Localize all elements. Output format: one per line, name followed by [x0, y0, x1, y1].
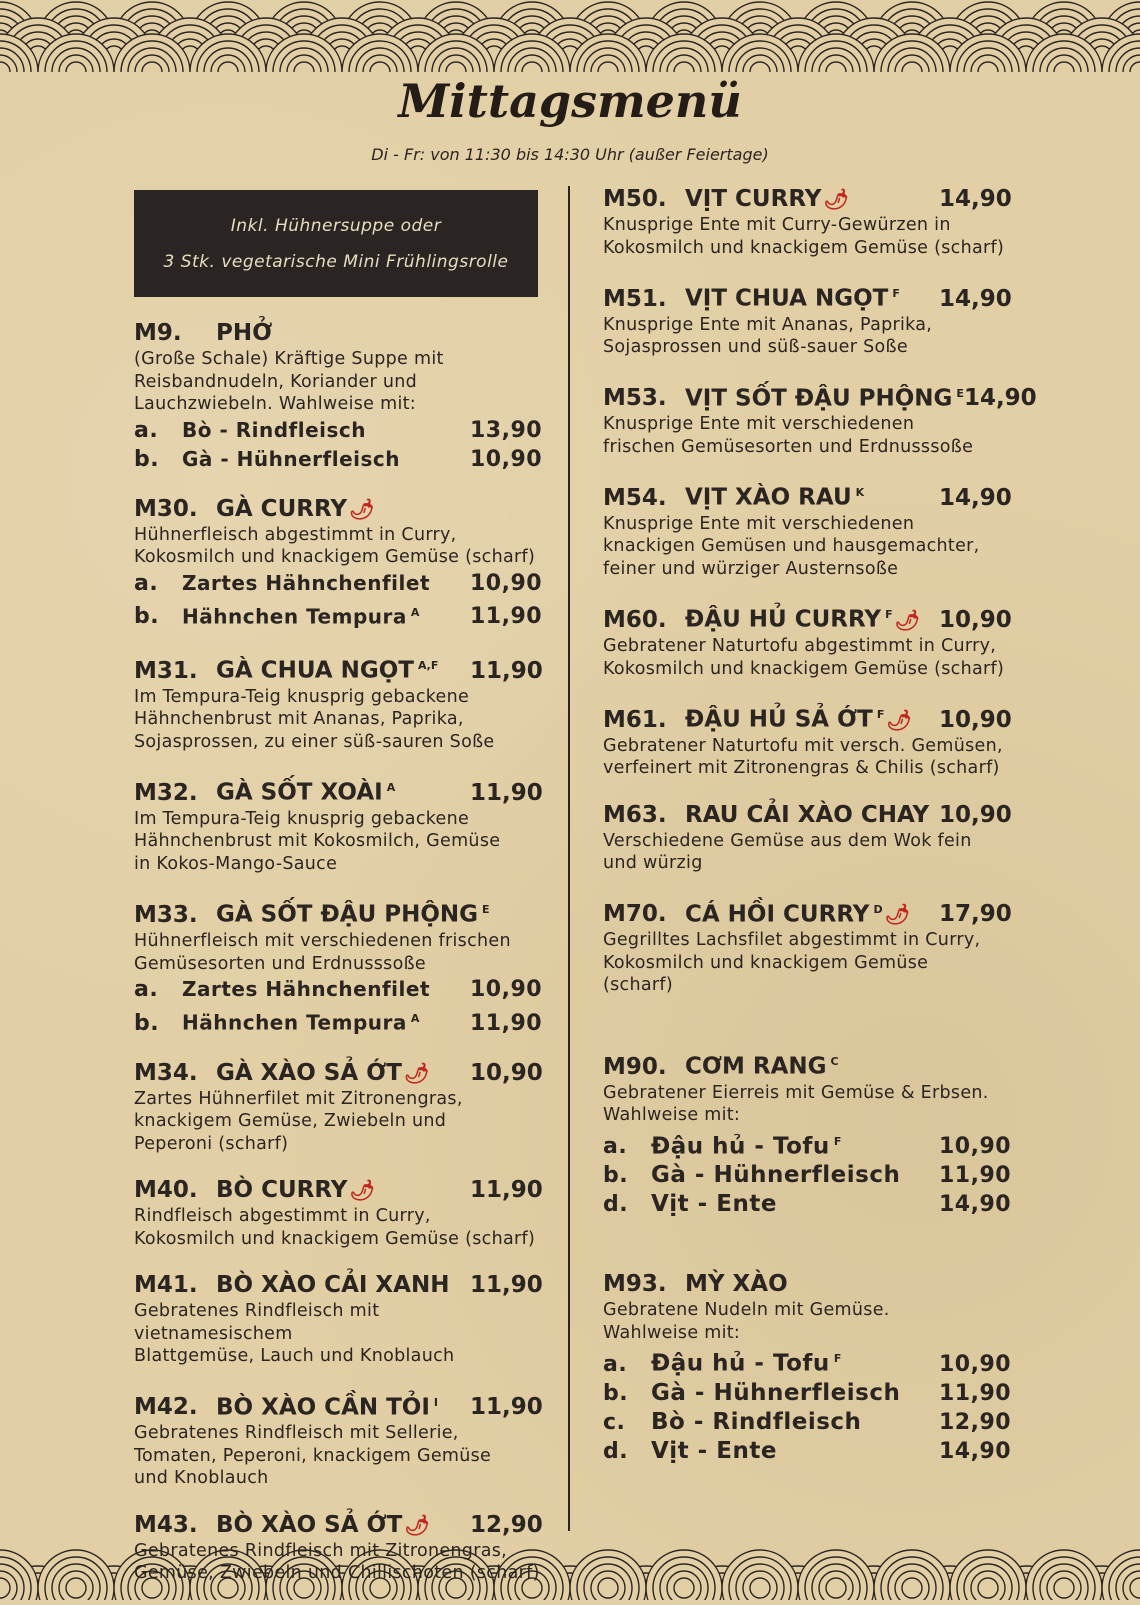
item-description-line: in Kokos-Mango-Sauce — [134, 853, 338, 874]
menu-item — [603, 279, 1012, 359]
item-description-line: Tomaten, Peperoni, knackigem Gemüse — [134, 1445, 492, 1466]
option-price: 10,90 — [939, 1351, 1012, 1377]
item-code: M43. — [134, 1511, 198, 1538]
menu-item — [134, 494, 543, 632]
item-price: 11,90 — [470, 1272, 543, 1299]
item-description-line: Kokosmilch und knackigem Gemüse — [603, 952, 929, 973]
chili-pepper-icon: 🌶 — [349, 1178, 375, 1203]
item-description-line: Gebratene Nudeln mit Gemüse. — [603, 1300, 890, 1321]
allergen-marker: F — [885, 608, 893, 622]
allergen-marker: I — [433, 1395, 439, 1409]
option-name — [182, 1004, 470, 1038]
item-name — [216, 494, 470, 524]
item-name — [685, 478, 939, 513]
item-code: M53. — [603, 385, 667, 412]
option-price: 10,90 — [470, 446, 543, 472]
item-name-text: VỊT CHUA NGỌT — [685, 285, 889, 312]
item-description-line: Zartes Hühnerfilet mit Zitronengras, — [134, 1088, 463, 1109]
menu-item — [603, 895, 1012, 997]
menu-item-header — [134, 773, 543, 808]
item-name-text: GÀ SỐT ĐẬU PHỘNG — [216, 902, 479, 929]
item-description-line: Knusprige Ente mit verschiedenen — [603, 414, 915, 435]
item-price: 11,90 — [470, 1177, 543, 1204]
item-description-line: und Knoblauch — [134, 1468, 269, 1489]
allergen-marker: E — [956, 386, 964, 400]
chili-pepper-icon: 🌶 — [884, 902, 910, 927]
item-name-text: CÁ HỒI CURRY — [685, 901, 870, 928]
item-name-text: CƠM RANG — [685, 1053, 827, 1080]
menu-item — [603, 700, 1012, 780]
menu-item — [134, 1510, 543, 1585]
option-row — [603, 1344, 1012, 1379]
item-name — [685, 700, 939, 735]
item-price: 14,90 — [963, 385, 1037, 412]
item-name-text: GÀ SỐT XOÀI — [216, 779, 383, 806]
item-description-line: (Große Schale) Kräftige Suppe mit — [134, 349, 444, 369]
option-letter: c. — [603, 1409, 626, 1435]
item-description-line: Gebratenes Rindfleisch mit Zitronengras, — [134, 1540, 508, 1561]
opening-hours: Di - Fr: von 11:30 bis 14:30 Uhr (außer Feiertage) — [371, 145, 769, 164]
chili-pepper-icon: 🌶 — [886, 707, 912, 732]
option-price: 12,90 — [939, 1409, 1012, 1435]
item-name-text: ĐẬU HỦ SẢ ỚT — [685, 706, 873, 733]
option-letter: d. — [603, 1438, 629, 1464]
item-name-text: VỊT SỐT ĐẬU PHỘNG — [685, 385, 953, 412]
option-price: 10,90 — [939, 1134, 1012, 1160]
item-code: M33. — [134, 902, 198, 929]
item-name-text: VỊT CURRY — [685, 186, 822, 212]
option-name — [182, 975, 470, 1004]
item-name-text: GÀ CURRY — [216, 495, 348, 522]
item-description-line: Kokosmilch und knackigem Gemüse (scharf) — [134, 1228, 536, 1249]
item-price: 12,90 — [470, 1511, 543, 1538]
item-name — [685, 184, 939, 214]
allergen-marker: C — [830, 1054, 839, 1068]
allergen-marker: E — [482, 903, 490, 917]
option-letter: b. — [603, 1380, 629, 1406]
option-letter: a. — [603, 1351, 628, 1377]
menu-item — [603, 1269, 1012, 1466]
item-code: M60. — [603, 607, 667, 634]
option-name — [182, 569, 470, 598]
menu-item — [603, 1047, 1012, 1219]
item-name-text: GÀ CHUA NGỌT — [216, 657, 414, 684]
allergen-marker: A,F — [417, 659, 439, 673]
top-wave-border — [0, 0, 1140, 72]
option-name-text: Gà - Hühnerfleisch — [651, 1162, 901, 1189]
item-name — [216, 1270, 470, 1300]
item-name-text: ĐẬU HỦ CURRY — [685, 607, 882, 634]
option-name — [651, 1379, 939, 1408]
option-letter: b. — [603, 1163, 629, 1189]
item-name-text: VỊT XÀO RAU — [685, 484, 852, 511]
allergen-marker: K — [855, 486, 865, 500]
menu-item — [134, 651, 543, 753]
menu-item-header — [603, 1047, 1009, 1082]
item-description-line: Gebratenes Rindfleisch mit Sellerie, — [134, 1423, 459, 1444]
option-price: 11,90 — [470, 604, 543, 630]
option-price: 11,90 — [470, 1010, 543, 1036]
option-name — [651, 1437, 939, 1466]
option-row — [134, 416, 543, 445]
item-price: 14,90 — [939, 186, 1012, 212]
option-price: 11,90 — [939, 1380, 1012, 1406]
option-name-text: Vịt - Ente — [651, 1437, 777, 1464]
item-name — [685, 600, 939, 635]
item-code: M70. — [603, 901, 667, 928]
item-description-line: Gebratener Naturtofu mit versch. Gemüsen, — [603, 735, 1003, 756]
item-name-text: PHỞ — [216, 320, 273, 346]
page-title: Mittagsmenü — [398, 74, 742, 128]
item-description-line: und würzig — [603, 853, 703, 874]
item-code: M61. — [603, 706, 667, 733]
allergen-marker: A — [386, 781, 396, 795]
item-price: 10,90 — [939, 801, 1012, 828]
option-name-text: Vịt - Ente — [651, 1191, 777, 1218]
item-description-line: Verschiedene Gemüse aus dem Wok fein — [603, 830, 972, 851]
option-letter: a. — [134, 570, 159, 596]
item-code: M41. — [134, 1272, 198, 1299]
item-price: 10,90 — [939, 607, 1012, 634]
option-letter: b. — [134, 1010, 160, 1036]
option-row — [134, 598, 543, 632]
option-name-text: Hähnchen Tempura — [182, 604, 407, 629]
item-description-line: Gemüsesorten und Erdnusssoße — [134, 953, 426, 974]
menu-item-header — [134, 318, 540, 348]
allergen-marker: A — [410, 1012, 420, 1026]
menu-item — [603, 379, 1037, 459]
item-description-line: (scharf) — [603, 975, 673, 996]
menu-item-header — [603, 1269, 1009, 1299]
item-code: M93. — [603, 1271, 667, 1298]
option-row — [603, 1161, 1012, 1190]
option-price: 14,90 — [939, 1192, 1012, 1218]
item-price: 11,90 — [470, 1394, 543, 1421]
chili-pepper-icon: 🌶 — [823, 187, 849, 211]
menu-item — [134, 1175, 543, 1250]
option-price: 14,90 — [939, 1438, 1012, 1464]
item-code: M42. — [134, 1394, 198, 1421]
item-name-text: BÒ XÀO SẢ ỚT — [216, 1511, 403, 1538]
item-description-line: Sojasprossen und süß-sauer Soße — [603, 337, 908, 358]
option-name — [651, 1408, 939, 1437]
menu-column-right — [603, 184, 1037, 1486]
item-name — [685, 1047, 939, 1082]
option-row — [603, 1127, 1012, 1162]
option-letter: a. — [603, 1134, 628, 1160]
menu-item — [134, 1270, 543, 1368]
item-description-line: Sojasprossen, zu einer süß-sauren Soße — [134, 731, 495, 752]
item-name — [685, 800, 939, 830]
item-price: 17,90 — [939, 901, 1012, 928]
option-name-text: Gà - Hühnerfleisch — [651, 1379, 901, 1406]
item-description-line: Knusprige Ente mit Curry-Gewürzen in — [603, 215, 951, 235]
chili-pepper-icon: 🌶 — [349, 496, 375, 521]
menu-item-header — [603, 895, 1012, 930]
option-name — [651, 1161, 939, 1190]
item-name — [685, 895, 939, 930]
item-description-line: Hühnerfleisch mit verschiedenen frischen — [134, 931, 511, 952]
item-code: M30. — [134, 495, 198, 522]
allergen-marker: F — [833, 1134, 842, 1148]
menu-item — [603, 478, 1012, 580]
item-description-line: Kokosmilch und knackigem Gemüse (scharf) — [603, 658, 1005, 679]
option-name — [182, 445, 470, 474]
menu-item-header — [603, 700, 1012, 735]
menu-item-header — [603, 379, 1037, 414]
item-code: M31. — [134, 657, 198, 684]
section-gap — [603, 1239, 1009, 1269]
allergen-marker: F — [876, 708, 885, 722]
allergen-marker: A — [410, 605, 420, 619]
allergen-marker: F — [892, 287, 900, 300]
option-name — [182, 416, 470, 445]
option-name-text: Zartes Hähnchenfilet — [182, 977, 430, 1002]
item-code: M9. — [134, 320, 182, 346]
item-description-line: Knusprige Ente mit Ananas, Paprika, — [603, 314, 933, 335]
menu-item-header — [603, 184, 1012, 214]
item-name — [216, 773, 470, 808]
item-description-line: Blattgemüse, Lauch und Knoblauch — [134, 1346, 455, 1367]
option-row — [603, 1437, 1012, 1466]
item-description-line: Gebratener Eierreis mit Gemüse & Erbsen. — [603, 1082, 989, 1103]
item-description-line: Gebratener Naturtofu abgestimmt in Curry, — [603, 636, 997, 657]
item-description-line: Reisbandnudeln, Koriander und — [134, 371, 418, 392]
option-row — [134, 1004, 543, 1038]
menu-item-header — [603, 279, 1012, 314]
item-description-line: frischen Gemüsesorten und Erdnusssoße — [603, 436, 974, 457]
option-letter: b. — [134, 446, 160, 472]
item-code: M63. — [603, 801, 667, 828]
item-code: M54. — [603, 484, 667, 511]
option-name-text: Hähnchen Tempura — [182, 1010, 407, 1035]
section-gap — [603, 1017, 1009, 1047]
menu-item — [603, 800, 1012, 875]
item-name-text: BÒ CURRY — [216, 1177, 348, 1204]
option-name-text: Đậu hủ - Tofu — [651, 1350, 830, 1377]
menu-item — [134, 1058, 543, 1156]
chili-pepper-icon: 🌶 — [403, 1060, 430, 1085]
item-name-text: RAU CẢI XÀO CHAY — [685, 801, 930, 828]
item-price: 10,90 — [939, 706, 1012, 733]
item-description-line: Kokosmilch und knackigem Gemüse (scharf) — [603, 237, 1005, 258]
menu-item-header — [603, 800, 1012, 830]
item-code: M50. — [603, 186, 667, 212]
item-description-line: Kokosmilch und knackigem Gemüse (scharf) — [134, 547, 536, 567]
menu-item — [603, 184, 1012, 259]
item-price: 14,90 — [939, 484, 1012, 511]
option-price: 13,90 — [470, 417, 543, 443]
menu-item-header — [603, 478, 1012, 513]
option-row — [134, 569, 543, 598]
item-description-line: Hähnchenbrust mit Ananas, Paprika, — [134, 709, 464, 730]
item-description-line: Wahlweise mit: — [603, 1105, 741, 1126]
menu-item-header — [134, 1270, 543, 1300]
chili-pepper-icon: 🌶 — [404, 1512, 430, 1537]
option-name-text: Bò - Rindfleisch — [651, 1408, 862, 1435]
menu-item-header — [134, 1510, 543, 1540]
item-code: M90. — [603, 1053, 667, 1080]
option-name — [651, 1344, 939, 1379]
item-name — [216, 1510, 470, 1540]
option-name — [651, 1190, 939, 1219]
item-description-line: Gebratenes Rindfleisch mit vietnamesischem — [134, 1301, 380, 1344]
menu-item — [134, 895, 543, 1037]
item-description-line: Gegrilltes Lachsfilet abgestimmt in Curry, — [603, 930, 981, 951]
included-line-2: 3 Stk. vegetarische Mini Frühlingsrolle — [163, 251, 509, 272]
option-letter: a. — [134, 977, 159, 1003]
menu-item-header — [134, 651, 543, 686]
option-letter: b. — [134, 604, 160, 630]
menu-item — [134, 318, 543, 474]
item-name-text: BÒ XÀO CẢI XANH — [216, 1272, 450, 1299]
item-description-line: Peperoni (scharf) — [134, 1133, 289, 1154]
menu-item — [134, 1388, 543, 1490]
item-description-line: Rindfleisch abgestimmt in Curry, — [134, 1206, 431, 1227]
item-description-line: Knusprige Ente mit verschiedenen — [603, 513, 915, 534]
item-code: M51. — [603, 285, 667, 312]
item-description-line: Lauchzwiebeln. Wahlweise mit: — [134, 394, 416, 414]
item-name — [216, 1175, 470, 1205]
menu-item-header — [134, 895, 540, 930]
item-description-line: feiner und würziger Austernsoße — [603, 558, 899, 579]
item-name-text: GÀ XÀO SẢ ỚT — [216, 1059, 402, 1086]
allergen-marker: D — [873, 902, 883, 916]
item-name — [216, 651, 470, 686]
allergen-marker: F — [833, 1352, 842, 1366]
option-name-text: Zartes Hähnchenfilet — [182, 570, 430, 595]
option-letter: a. — [134, 417, 159, 443]
option-row — [603, 1408, 1012, 1437]
item-code: M40. — [134, 1177, 198, 1204]
menu-item — [603, 600, 1012, 680]
item-code: M32. — [134, 779, 198, 806]
item-description-line: Im Tempura-Teig knusprig gebackene — [134, 808, 470, 829]
item-description-line: Gemüse, Zwiebeln und Chillischoten (scharf) — [134, 1563, 540, 1584]
item-name — [216, 1388, 470, 1423]
option-name — [182, 598, 470, 632]
included-line-1: Inkl. Hühnersuppe oder — [230, 215, 442, 236]
option-row — [134, 445, 543, 474]
menu-item-header — [603, 600, 1012, 635]
item-description-line: Im Tempura-Teig knusprig gebackene — [134, 686, 470, 707]
item-description-line: knackigen Gemüsen und hausgemachter, — [603, 536, 980, 557]
item-name — [685, 379, 964, 414]
item-name-text: BÒ XÀO CẦN TỎI — [216, 1394, 430, 1421]
chili-pepper-icon: 🌶 — [894, 608, 920, 633]
option-name-text: Đậu hủ - Tofu — [651, 1133, 830, 1160]
option-price: 10,90 — [470, 977, 543, 1003]
item-name-text: MỲ XÀO — [685, 1271, 788, 1298]
menu-column-left — [134, 318, 543, 1605]
option-name — [651, 1127, 939, 1162]
item-description-line: Hähnchenbrust mit Kokosmilch, Gemüse — [134, 831, 501, 852]
option-row — [603, 1379, 1012, 1408]
option-row — [134, 975, 543, 1004]
item-description-line: Hühnerfleisch abgestimmt in Curry, — [134, 524, 457, 545]
included-notice-box — [134, 190, 538, 297]
item-price: 14,90 — [939, 285, 1012, 312]
item-price: 10,90 — [470, 1059, 543, 1086]
menu-item-header — [134, 1058, 543, 1088]
item-price: 11,90 — [470, 779, 543, 806]
option-row — [603, 1190, 1012, 1219]
menu-item-header — [134, 1175, 543, 1205]
item-price: 11,90 — [470, 657, 543, 684]
option-name-text: Gà - Hühnerfleisch — [182, 446, 400, 471]
item-name — [216, 318, 470, 348]
option-name-text: Bò - Rindfleisch — [182, 417, 366, 442]
item-name — [685, 279, 939, 314]
menu-item-header — [134, 1388, 543, 1423]
item-name — [685, 1269, 939, 1299]
item-code: M34. — [134, 1059, 198, 1086]
column-divider — [568, 186, 570, 1531]
menu-item — [134, 773, 543, 875]
option-letter: d. — [603, 1192, 629, 1218]
item-description-line: Wahlweise mit: — [603, 1322, 741, 1343]
item-description-line: verfeinert mit Zitronengras & Chilis (scharf) — [603, 758, 1000, 779]
item-description-line: knackigem Gemüse, Zwiebeln und — [134, 1111, 447, 1132]
option-price: 11,90 — [939, 1163, 1012, 1189]
option-price: 10,90 — [470, 570, 543, 596]
item-name — [216, 895, 490, 930]
menu-item-header — [134, 494, 540, 524]
item-name — [216, 1058, 470, 1088]
